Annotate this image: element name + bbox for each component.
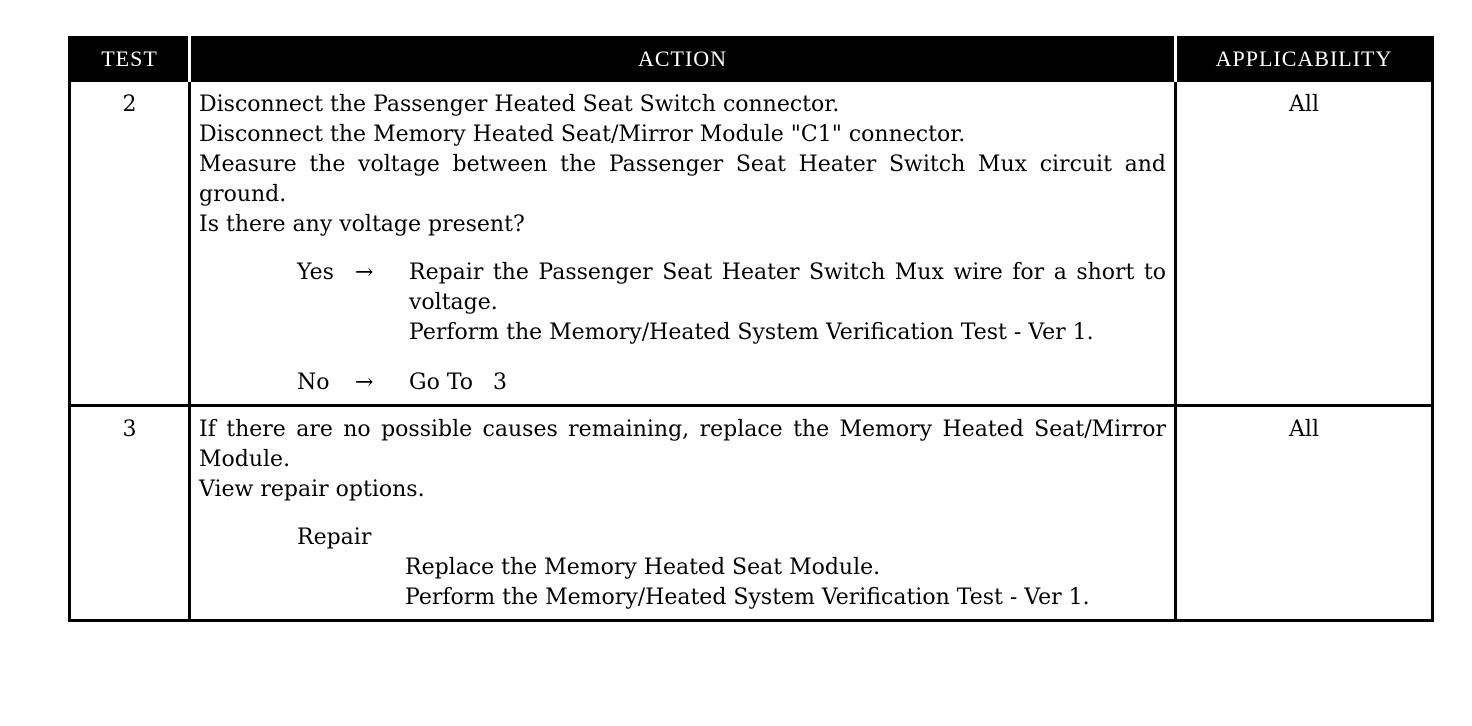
- table-row-test-3: [70, 406, 1433, 621]
- header-action: ACTION: [190, 38, 1176, 81]
- result-branches: [297, 258, 1166, 398]
- branch-line: Perform the Memory/Heated System Verification Test - Ver 1.: [409, 320, 1094, 345]
- applicability-value: All: [1176, 406, 1433, 621]
- branch-no: [297, 368, 1166, 398]
- repair-block: [297, 523, 1166, 613]
- repair-label: Repair: [297, 525, 372, 550]
- branch-yes-body: [409, 258, 1166, 348]
- action-line: Module.: [199, 447, 291, 472]
- branch-no-body: [409, 368, 1166, 398]
- action-cell: [190, 81, 1176, 406]
- action-line: View repair options.: [199, 477, 425, 502]
- diagnostic-test-page: [68, 36, 1431, 622]
- applicability-value: All: [1176, 81, 1433, 406]
- goto-link[interactable]: Go To: [409, 370, 474, 395]
- diagnostic-test-table: [68, 36, 1434, 622]
- header-applicability: APPLICABILITY: [1176, 38, 1433, 81]
- goto-step-number[interactable]: 3: [493, 370, 508, 395]
- test-number: 2: [70, 81, 190, 406]
- repair-step: Perform the Memory/Heated System Verification Test - Ver 1.: [405, 585, 1090, 610]
- action-line: Disconnect the Passenger Heated Seat Switch connector.: [199, 92, 840, 117]
- table-header-row: [70, 38, 1433, 81]
- branch-line: Repair the Passenger Seat Heater Switch Mux wire for a short to: [409, 260, 1166, 285]
- branch-label-yes: Yes: [297, 260, 334, 285]
- action-line: Measure the voltage between the Passenger Seat Heater Switch Mux circuit and: [199, 152, 1166, 177]
- repair-step: Replace the Memory Heated Seat Module.: [405, 555, 881, 580]
- right-arrow-icon: →: [355, 260, 374, 285]
- action-cell: [190, 406, 1176, 621]
- action-line: Is there any voltage present?: [199, 212, 525, 237]
- branch-yes: [297, 258, 1166, 348]
- action-line: Disconnect the Memory Heated Seat/Mirror Module "C1" connector.: [199, 122, 966, 147]
- right-arrow-icon: →: [355, 370, 374, 395]
- test-number: 3: [70, 406, 190, 621]
- table-row-test-2: [70, 81, 1433, 406]
- header-test: TEST: [70, 38, 190, 81]
- action-line: ground.: [199, 182, 287, 207]
- action-line: If there are no possible causes remaining, replace the Memory Heated Seat/Mirror: [199, 417, 1166, 442]
- branch-line: voltage.: [409, 290, 498, 315]
- branch-label-no: No: [297, 370, 330, 395]
- repair-steps: [405, 553, 1166, 613]
